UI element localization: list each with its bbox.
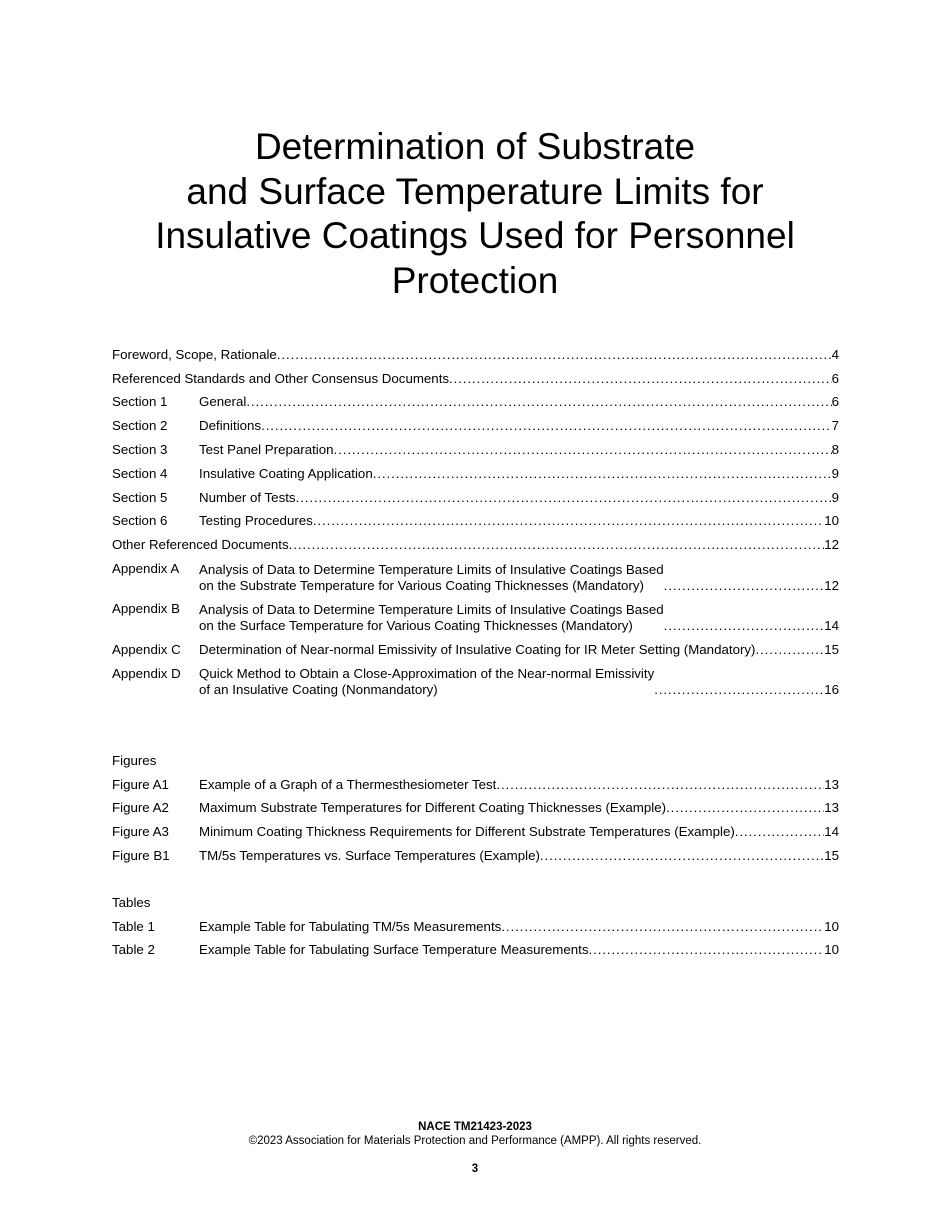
dot-leader — [666, 800, 824, 816]
dot-leader — [501, 919, 824, 935]
toc-page-number: 12 — [824, 537, 839, 553]
title-line: Protection — [391, 259, 559, 301]
list-of-figures — [112, 745, 839, 864]
dot-leader — [246, 394, 831, 410]
toc-page-number: 14 — [824, 618, 839, 634]
dot-leader — [449, 371, 832, 387]
dot-leader — [289, 537, 825, 553]
toc-entry[interactable]: Appendix A Analysis of Data to Determine Temperature Limits of Insulative Coatings Based on the Substrate Temperature for Various Coating Thicknesses (Mandatory) ..... 12 — [112, 553, 839, 594]
toc-section-label: Appendix B — [112, 601, 181, 617]
toc-section-label: Section 5 — [112, 489, 168, 505]
toc-entry[interactable]: Other Referenced Documents ..... 12 — [112, 529, 839, 553]
toc-section-label: Appendix C — [112, 641, 181, 657]
toc-page-number: 6 — [831, 370, 839, 386]
dot-leader — [755, 642, 824, 658]
toc-entry[interactable]: Appendix D Quick Method to Obtain a Close-Approximation of the Near-normal Emissivity of an Insulative Coating (Nonmandatory) ..... 16 — [112, 658, 839, 699]
figure-page-number: 14 — [824, 824, 839, 840]
table-page-number: 10 — [824, 918, 839, 934]
table-of-contents — [112, 339, 839, 698]
table-entry[interactable]: Table 2 Example Table for Tabulating Surface Temperature Measurements ..... 10 — [112, 935, 839, 959]
toc-page-number: 16 — [824, 682, 839, 698]
toc-entry[interactable]: Referenced Standards and Other Consensus Documents ..... 6 — [112, 363, 839, 387]
figure-page-number: 13 — [824, 800, 839, 816]
figure-page-number: 15 — [824, 847, 839, 863]
table-label: Table 1 — [112, 918, 155, 934]
figure-label: Figure A1 — [112, 776, 169, 792]
standard-designation: NACE TM21423-2023 — [418, 1121, 532, 1133]
toc-entry[interactable]: Foreword, Scope, Rationale ..... 4 — [112, 339, 839, 363]
toc-page-number: 15 — [824, 641, 839, 657]
figure-label: Figure A3 — [112, 824, 169, 840]
toc-section-label: Appendix A — [112, 560, 180, 576]
figure-entry[interactable]: Figure A3 Minimum Coating Thickness Requirements for Different Substrate Temperatures (Example) ..... 14 — [112, 816, 839, 840]
dot-leader — [373, 466, 832, 482]
document-title — [0, 125, 950, 303]
figure-entry[interactable]: Figure A2 Maximum Substrate Temperatures for Different Coating Thicknesses (Example) ..... 13 — [112, 793, 839, 817]
toc-page-number: 12 — [824, 577, 839, 593]
dot-leader — [496, 777, 824, 793]
toc-page-number: 9 — [831, 465, 839, 481]
toc-entry[interactable]: Section 4 Insulative Coating Application ..... 9 — [112, 458, 839, 482]
list-of-tables — [112, 887, 839, 958]
tables-heading: Tables — [112, 894, 151, 910]
dot-leader — [313, 513, 824, 529]
toc-entry[interactable]: Section 1 General ..... 6 — [112, 387, 839, 411]
dot-leader — [277, 347, 832, 363]
figure-label: Figure B1 — [112, 847, 170, 863]
title-line: Determination of Substrate — [254, 126, 696, 167]
table-label: Table 2 — [112, 942, 155, 958]
dot-leader — [654, 682, 824, 698]
toc-entry[interactable]: Appendix C Determination of Near-normal Emissivity of Insulative Coating for IR Meter Setting (Mandatory) ..... 15 — [112, 634, 839, 658]
toc-page-number: 8 — [831, 441, 839, 457]
figure-page-number: 13 — [824, 776, 839, 792]
title-line: and Surface Temperature Limits for — [186, 170, 764, 212]
figure-label: Figure A2 — [112, 800, 169, 816]
table-page-number: 10 — [824, 942, 839, 958]
toc-section-label: Appendix D — [112, 665, 181, 681]
dot-leader — [334, 442, 832, 458]
toc-entry[interactable]: Section 3 Test Panel Preparation ..... 8 — [112, 434, 839, 458]
figure-entry[interactable]: Figure A1 Example of a Graph of a Thermesthesiometer Test ..... 13 — [112, 769, 839, 793]
dot-leader — [664, 618, 825, 634]
toc-page-number: 4 — [831, 346, 839, 362]
toc-section-label: Section 2 — [112, 418, 168, 434]
toc-section-label: Section 3 — [112, 441, 168, 457]
dot-leader — [261, 418, 832, 434]
dot-leader — [296, 490, 832, 506]
dot-leader — [589, 942, 825, 958]
toc-page-number: 7 — [831, 418, 839, 434]
table-entry[interactable]: Table 1 Example Table for Tabulating TM/5s Measurements ..... 10 — [112, 911, 839, 935]
figures-heading: Figures — [112, 752, 157, 768]
dot-leader — [540, 848, 824, 864]
toc-section-label: Section 1 — [112, 394, 168, 410]
toc-section-label: Section 4 — [112, 465, 168, 481]
page-number: 3 — [471, 1163, 479, 1175]
title-line: Insulative Coatings Used for Personnel — [155, 215, 795, 256]
copyright-notice: ©2023 Association for Materials Protection and Performance (AMPP). All rights reserved. — [248, 1135, 702, 1147]
toc-page-number: 10 — [824, 513, 839, 529]
dot-leader — [735, 824, 824, 840]
toc-entry[interactable]: Appendix B Analysis of Data to Determine Temperature Limits of Insulative Coatings Based on the Surface Temperature for Various Coating Thicknesses (Mandatory) ..... 14 — [112, 594, 839, 635]
toc-page-number: 9 — [831, 489, 839, 505]
toc-page-number: 6 — [831, 394, 839, 410]
toc-entry[interactable]: Section 5 Number of Tests ..... 9 — [112, 482, 839, 506]
toc-section-label: Section 6 — [112, 513, 168, 529]
figure-entry[interactable]: Figure B1 TM/5s Temperatures vs. Surface Temperatures (Example) ..... 15 — [112, 840, 839, 864]
toc-entry[interactable]: Section 2 Definitions ..... 7 — [112, 410, 839, 434]
toc-entry[interactable]: Section 6 Testing Procedures ..... 10 — [112, 506, 839, 530]
dot-leader — [664, 578, 825, 594]
